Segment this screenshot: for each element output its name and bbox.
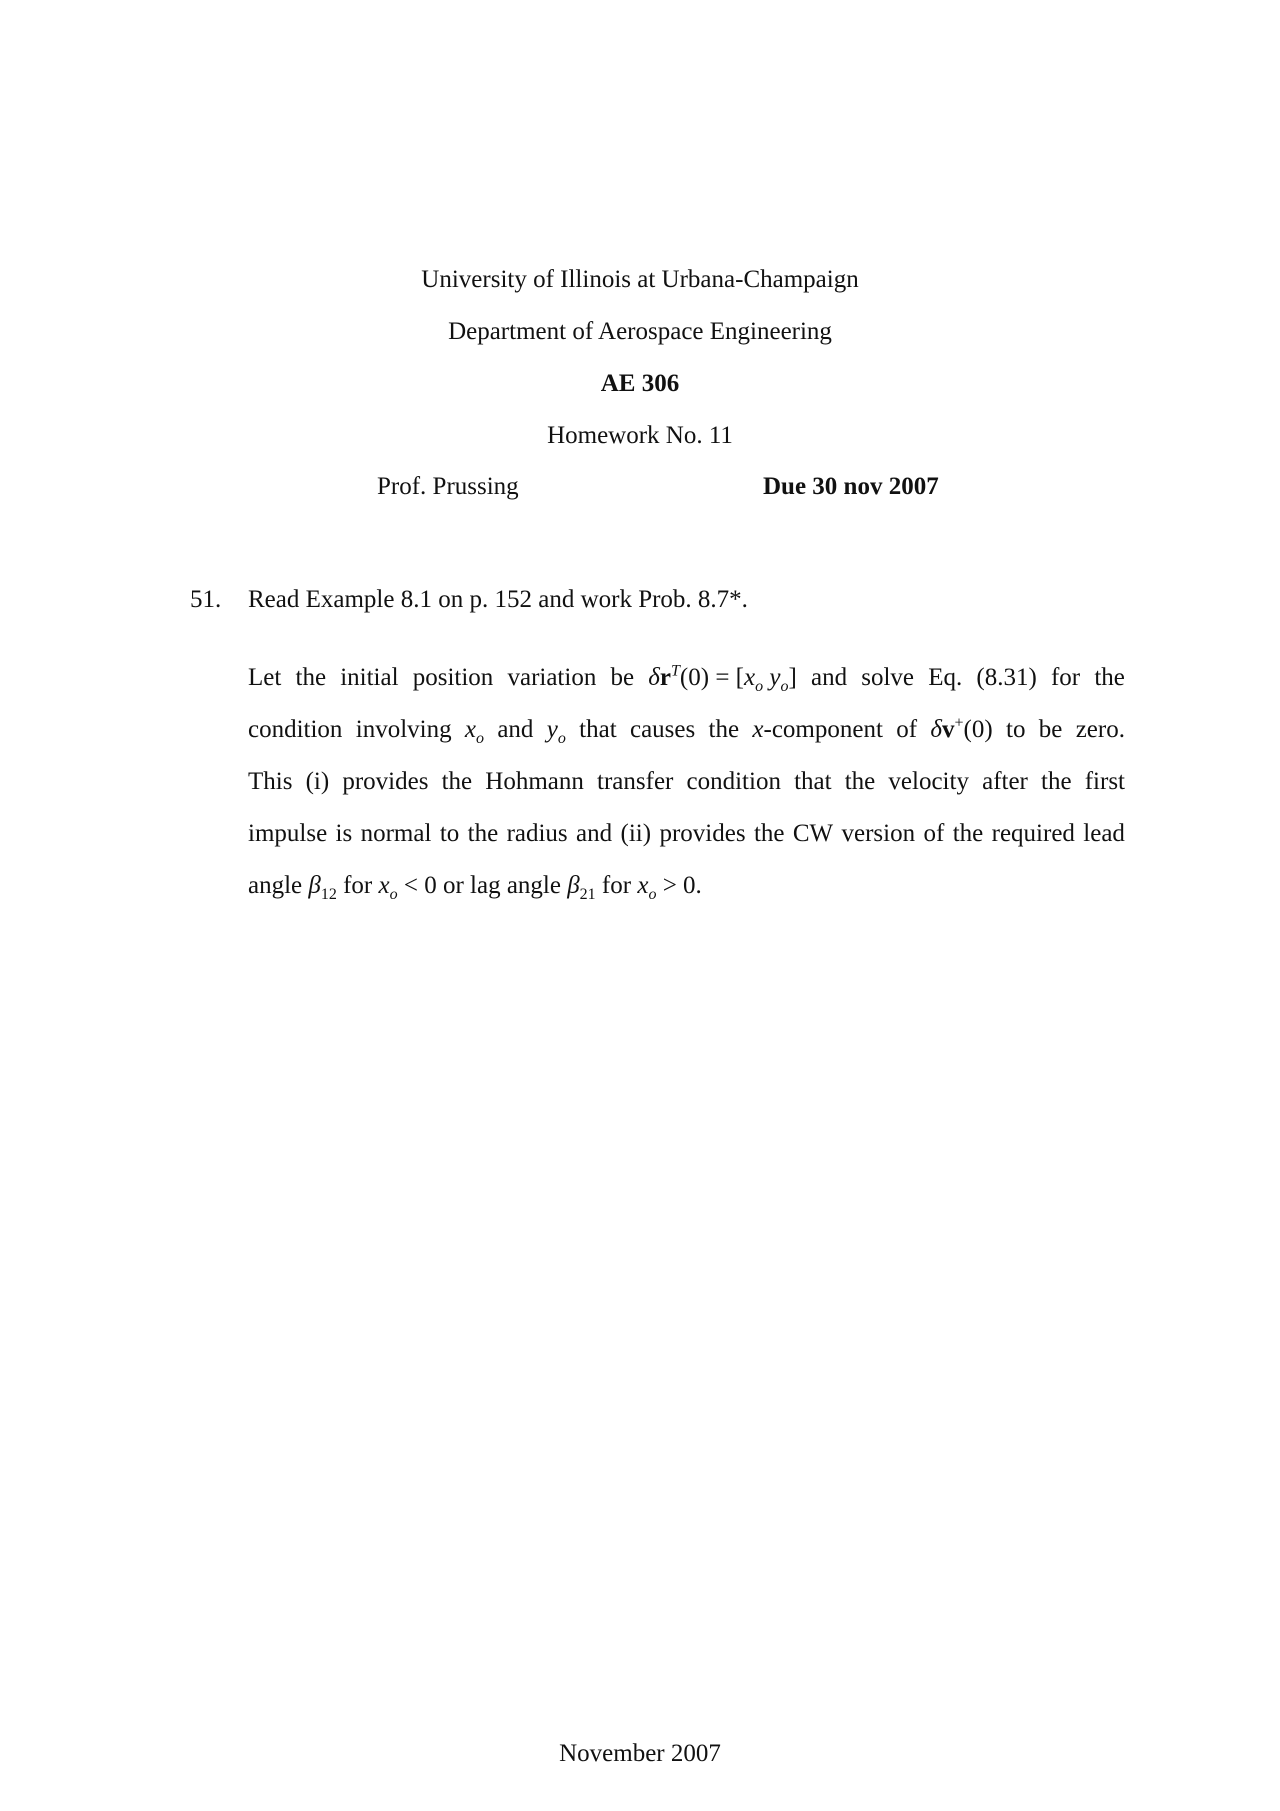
- problem-statement: Read Example 8.1 on p. 152 and work Prob. 8.7*.: [248, 586, 748, 613]
- word: CW: [792, 820, 834, 847]
- problem-number: 51.: [190, 586, 222, 613]
- word: be: [1038, 716, 1063, 743]
- word: the: [952, 820, 984, 847]
- math-y-o: $y_o$: [546, 716, 566, 747]
- department-name: Department of Aerospace Engineering: [448, 318, 832, 345]
- beta-symbol: β: [308, 872, 321, 899]
- word: the: [1094, 664, 1125, 691]
- word: to: [1006, 716, 1026, 743]
- word: causes: [629, 716, 696, 743]
- math-position-variation: $\delta r^T(0) = [x_o$ $y_o$]: [648, 662, 797, 695]
- paragraph-line-6: angle $\beta_{12}$ for $x_o < 0$ or lag angle $\beta_{21}$ for $x_o > 0$.: [248, 872, 702, 903]
- word: (ii): [620, 820, 652, 847]
- word: Eq.: [928, 664, 963, 691]
- word: first: [1084, 768, 1125, 795]
- paragraph-line-4: [248, 767, 1125, 797]
- word: the: [1041, 768, 1072, 795]
- word: that: [579, 716, 617, 743]
- homework-title: Homework No. 11: [547, 422, 733, 449]
- word: condition: [248, 716, 343, 743]
- word: required: [991, 820, 1075, 847]
- word: (i): [305, 768, 330, 795]
- professor-name: Prof. Prussing: [377, 473, 519, 500]
- word: of: [923, 820, 945, 847]
- word: (8.31): [976, 664, 1037, 691]
- word: that: [794, 768, 832, 795]
- math-x-o: $x_o$: [464, 716, 485, 747]
- word: the: [295, 664, 327, 691]
- word: and: [497, 716, 534, 743]
- word: impulse: [248, 820, 328, 847]
- word: initial: [340, 664, 399, 691]
- word: the: [708, 716, 740, 743]
- paragraph-line-5: [248, 819, 1125, 849]
- word: This: [248, 768, 293, 795]
- word: variation: [507, 664, 597, 691]
- word: normal: [360, 820, 432, 847]
- word: the: [467, 820, 499, 847]
- course-code: AE 306: [600, 370, 680, 397]
- word: for: [1050, 664, 1081, 691]
- word: after: [982, 768, 1028, 795]
- math-velocity-variation: δv+(0): [930, 714, 993, 743]
- word: is: [335, 820, 353, 847]
- word: and: [810, 664, 848, 691]
- word: position: [412, 664, 494, 691]
- word: the: [844, 768, 876, 795]
- word: radius: [506, 820, 568, 847]
- word: provides: [342, 768, 429, 795]
- due-date: Due 30 nov 2007: [763, 473, 939, 500]
- word: provides: [659, 820, 746, 847]
- word: and: [576, 820, 613, 847]
- word: velocity: [888, 768, 969, 795]
- word: to: [439, 820, 460, 847]
- university-name: University of Illinois at Urbana-Champaign: [421, 266, 859, 293]
- word: the: [441, 768, 473, 795]
- x-component: x-component: [752, 716, 883, 743]
- word: Hohmann: [485, 768, 584, 795]
- word: condition: [686, 768, 781, 795]
- word: Let: [248, 664, 282, 691]
- footer-date: November 2007: [559, 1740, 721, 1767]
- word: the: [753, 820, 785, 847]
- beta-symbol: β: [567, 872, 580, 899]
- word: lead: [1083, 820, 1125, 847]
- paragraph-line-3: [248, 715, 1125, 745]
- word: involving: [355, 716, 452, 743]
- word: of: [896, 716, 918, 743]
- word: version: [841, 820, 916, 847]
- word: be: [610, 664, 635, 691]
- word: transfer: [597, 768, 674, 795]
- word: zero.: [1075, 716, 1125, 743]
- word: solve: [861, 664, 915, 691]
- paragraph-line-2: [248, 663, 1125, 693]
